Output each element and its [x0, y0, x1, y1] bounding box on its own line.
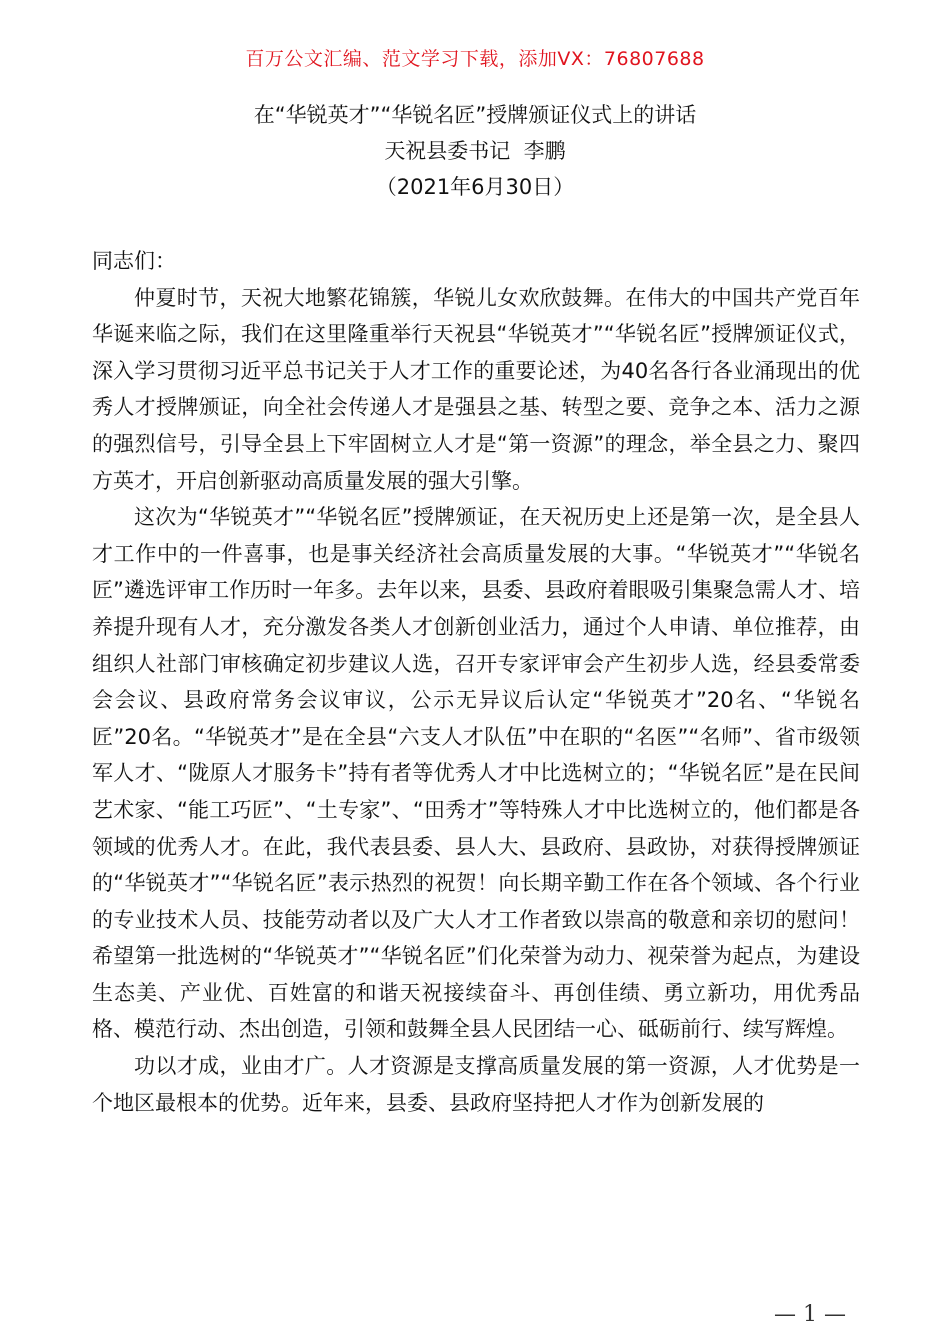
paragraph-3: 功以才成，业由才广。人才资源是支撑高质量发展的第一资源，人才优势是一个地区最根本的优势。近年来，县委、县政府坚持把人才作为创新发展的	[92, 1054, 860, 1115]
speech-date: （2021年6月30日）	[375, 175, 575, 199]
salutation: 同志们：	[92, 249, 176, 273]
title-block	[0, 97, 950, 205]
speech-title: 在“华锐英才”“华锐名匠”授牌颁证仪式上的讲话	[253, 103, 697, 127]
watermark-text: 百万公文汇编、范文学习下载，添加VX：76807688	[245, 48, 705, 70]
page-number: — 1 —	[774, 1302, 846, 1327]
speech-body	[92, 243, 860, 1121]
paragraph-1: 仲夏时节，天祝大地繁花锦簇，华锐儿女欢欣鼓舞。在伟大的中国共产党百年华诞来临之际，我们在这里隆重举行天祝县“华锐英才”“华锐名匠”授牌颁证仪式，深入学习贯彻习近平总书记关于人才工作的重要论述，为40名各行各业涌现出的优秀人才授牌颁证，向全社会传递人才是强县之基、转型之要、竞争之本、活力之源的强烈信号，引导全县上下牢固树立人才是“第一资源”的理念，举全县之力、聚四方英才，开启创新驱动高质量发展的强大引擎。	[92, 285, 860, 493]
speaker-line: 天祝县委书记 李鹏	[384, 139, 566, 163]
paragraph-2: 这次为“华锐英才”“华锐名匠”授牌颁证，在天祝历史上还是第一次，是全县人才工作中的一件喜事，也是事关经济社会高质量发展的大事。“华锐英才”“华锐名匠”遴选评审工作历时一年多。去年以来，县委、县政府着眼吸引集聚急需人才、培养提升现有人才，充分激发各类人才创新创业活力，通过个人申请、单位推荐，由组织人社部门审核确定初步建议人选，召开专家评审会产生初步人选，经县委常委会会议、县政府常务会议审议，公示无异议后认定“华锐英才”20名、“华锐名匠”20名。“华锐英才”是在全县“六支人才队伍”中在职的“名医”“名师”、省市级领军人才、“陇原人才服务卡”持有者等优秀人才中比选树立的；“华锐名匠”是在民间艺术家、“能工巧匠”、“土专家”、“田秀才”等特殊人才中比选树立的，他们都是各领域的优秀人才。在此，我代表县委、县人大、县政府、县政协，对获得授牌颁证的“华锐英才”“华锐名匠”表示热烈的祝贺！向长期辛勤工作在各个领域、各个行业的专业技术人员、技能劳动者以及广大人才工作者致以崇高的敬意和亲切的慰问！希望第一批选树的“华锐英才”“华锐名匠”们化荣誉为动力、视荣誉为起点，为建设生态美、产业优、百姓富的和谐天祝接续奋斗、再创佳绩、勇立新功，用优秀品格、模范行动、杰出创造，引领和鼓舞全县人民团结一心、砥砺前行、续写辉煌。	[92, 505, 860, 1042]
